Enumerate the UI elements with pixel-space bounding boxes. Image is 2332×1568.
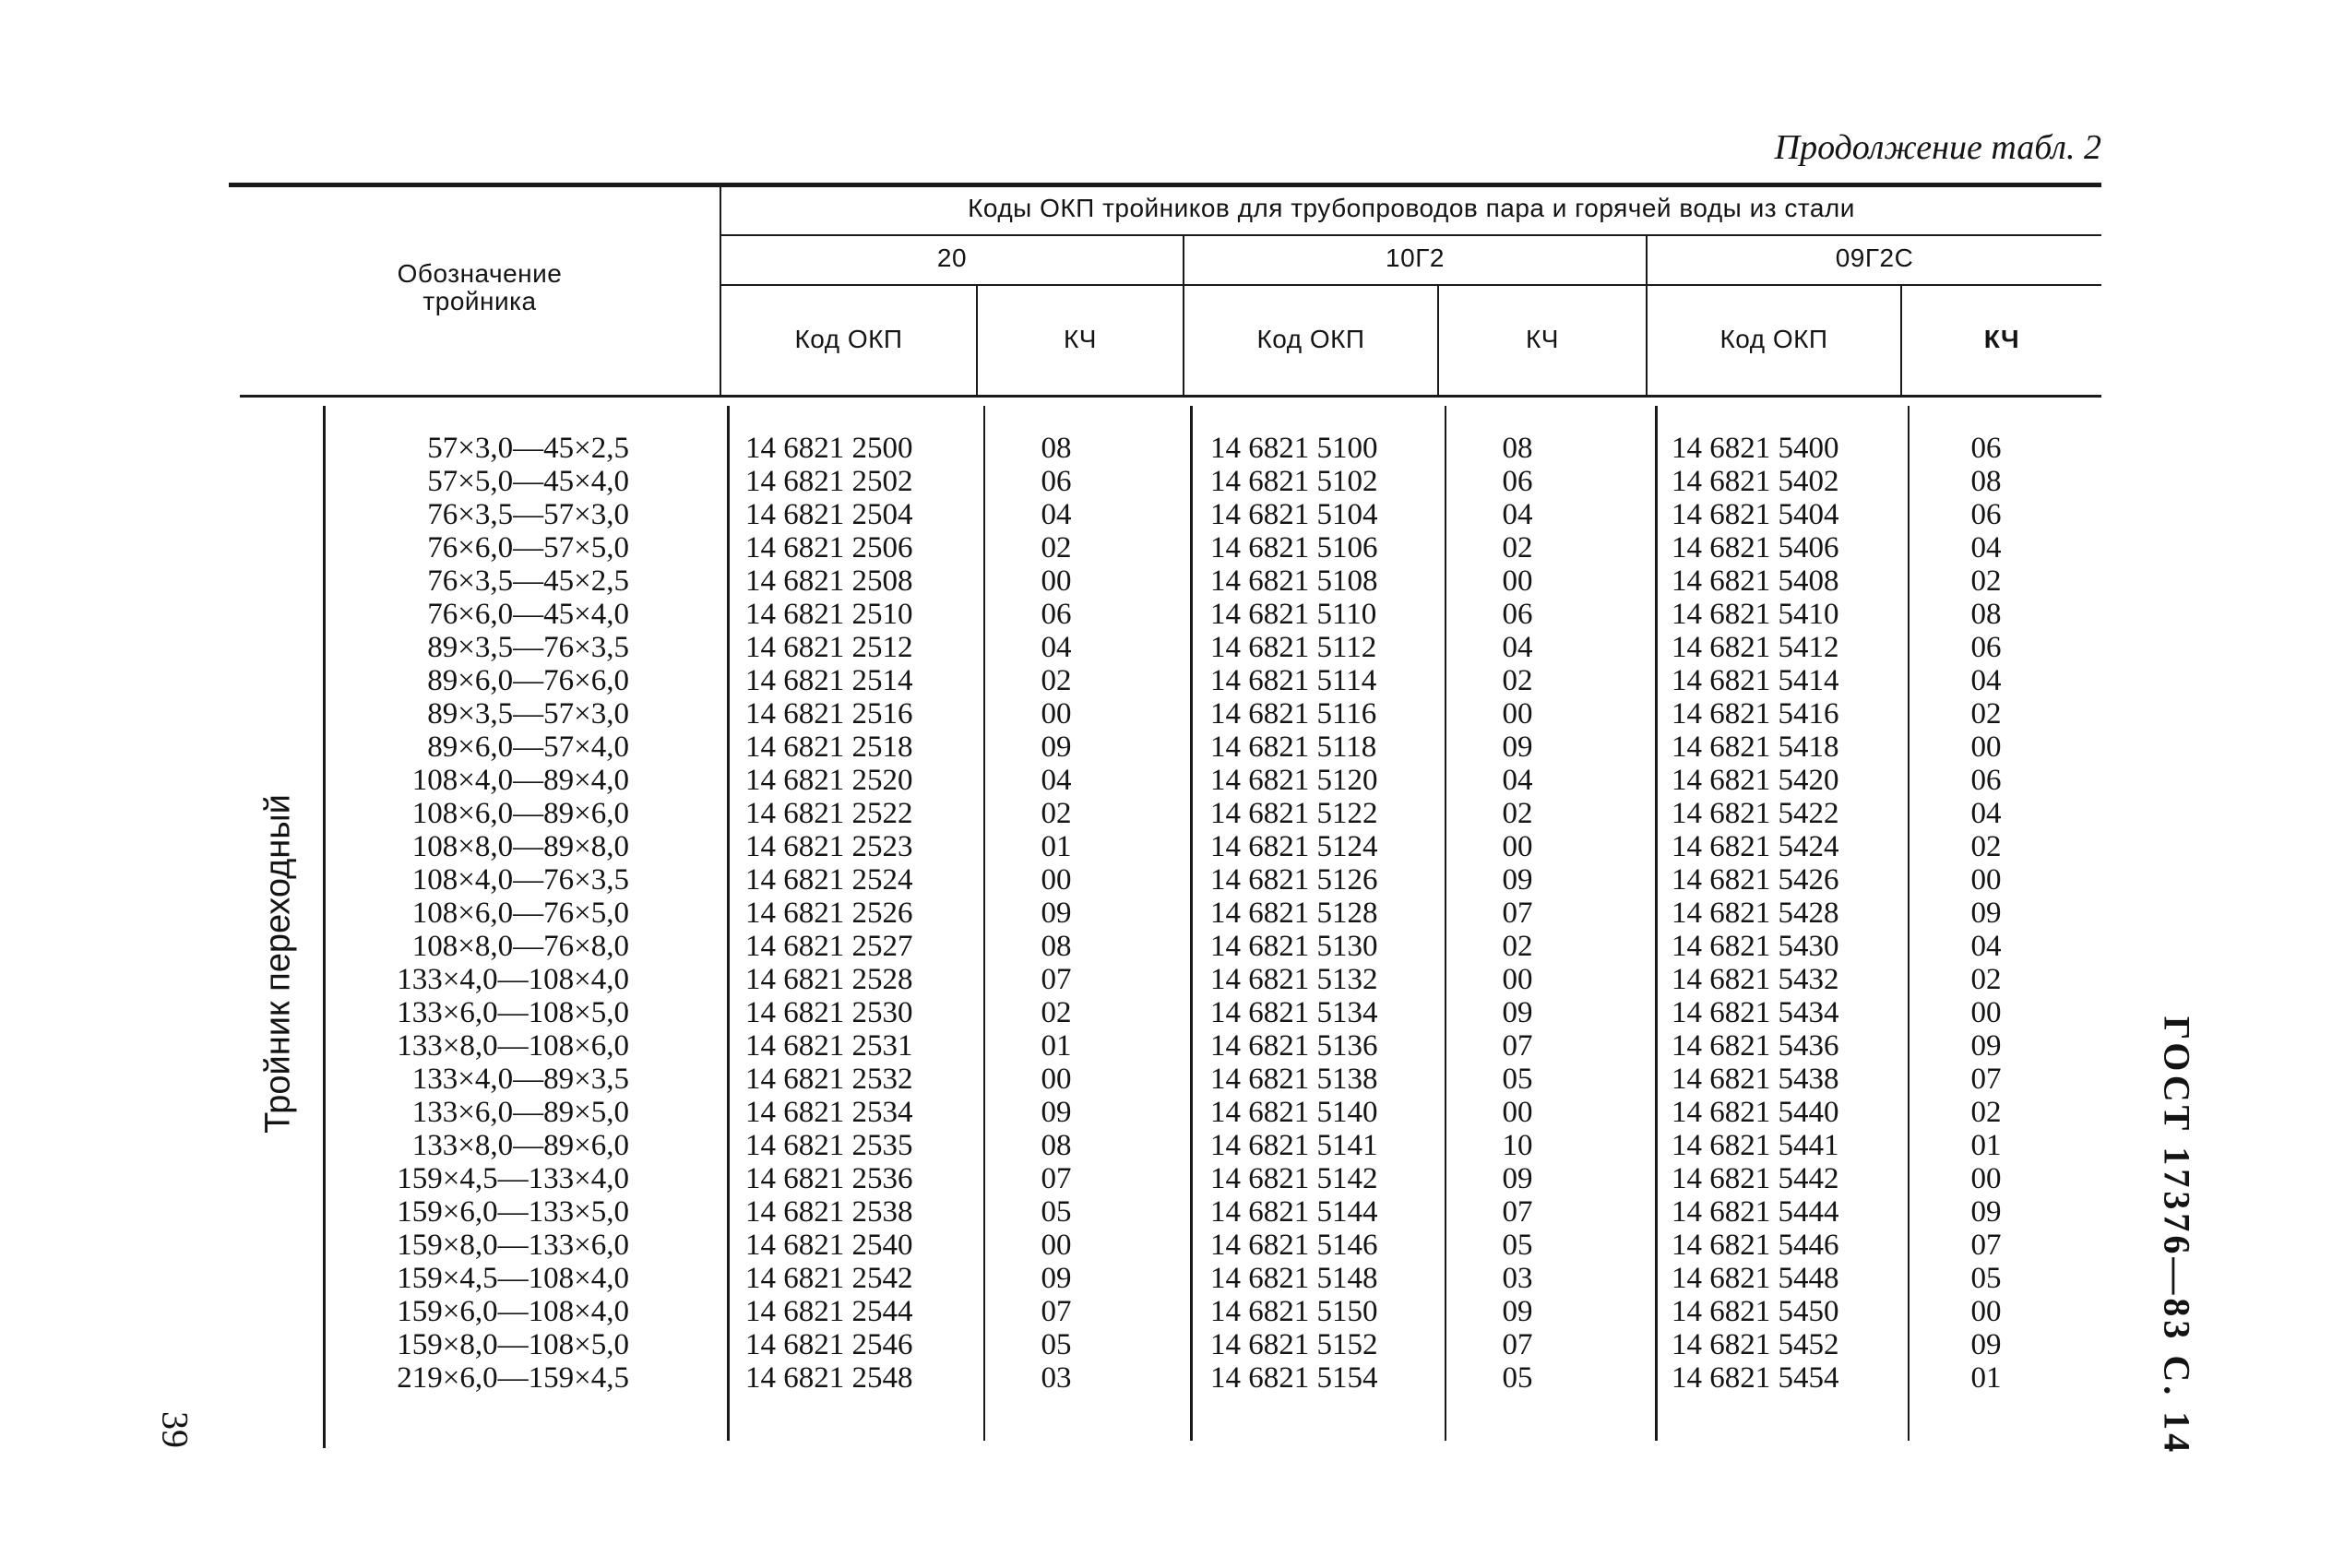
designation-header: Обозначение тройника (397, 259, 563, 315)
kch-cell: 06 (1970, 498, 2002, 531)
kch-cell: 08 (1970, 465, 2002, 498)
kch-cell: 00 (1041, 697, 1072, 731)
steel-header-20: 20 (936, 244, 968, 272)
okp-code-cell: 14 6821 5426 (1672, 863, 1839, 897)
okp-code-cell: 14 6821 5100 (1210, 432, 1378, 465)
kch-cell: 07 (1502, 897, 1533, 930)
okp-code-cell: 14 6821 2520 (745, 764, 913, 797)
designation-cell: 159×6,0—108×4,0 (397, 1295, 629, 1328)
designation-cell: 76×3,5—45×2,5 (427, 564, 629, 598)
kch-cell: 02 (1041, 531, 1072, 564)
okp-code-cell: 14 6821 2522 (745, 797, 913, 830)
okp-code-cell: 14 6821 5414 (1672, 664, 1839, 697)
kch-cell: 09 (1041, 1262, 1072, 1295)
kch-cell: 03 (1502, 1262, 1533, 1295)
okp-code-cell: 14 6821 5152 (1210, 1328, 1378, 1361)
okp-code-cell: 14 6821 5430 (1672, 930, 1839, 963)
kch-cell: 05 (1970, 1262, 2002, 1295)
okp-code-cell: 14 6821 5102 (1210, 465, 1378, 498)
kch-cell: 09 (1502, 731, 1533, 764)
kch-cell: 02 (1970, 1096, 2002, 1129)
kch-cell: 08 (1970, 598, 2002, 631)
designation-cell: 89×6,0—76×6,0 (427, 664, 629, 697)
code-header-2: Код ОКП (1256, 325, 1365, 353)
designation-cell: 108×6,0—76×5,0 (411, 897, 629, 930)
designation-cell: 108×8,0—89×8,0 (411, 830, 629, 863)
table-row (0, 1295, 2332, 1328)
okp-code-cell: 14 6821 2528 (745, 963, 913, 996)
okp-code-cell: 14 6821 5136 (1210, 1029, 1378, 1063)
okp-code-cell: 14 6821 2530 (745, 996, 913, 1029)
designation-cell: 133×6,0—89×5,0 (411, 1096, 629, 1129)
kch-cell: 00 (1041, 564, 1072, 598)
designation-cell: 159×8,0—133×6,0 (397, 1229, 629, 1262)
table-row (0, 465, 2332, 498)
okp-code-cell: 14 6821 2502 (745, 465, 913, 498)
okp-code-cell: 14 6821 5434 (1672, 996, 1839, 1029)
okp-code-cell: 14 6821 5438 (1672, 1063, 1839, 1096)
okp-code-cell: 14 6821 5144 (1210, 1195, 1378, 1229)
okp-code-cell: 14 6821 5408 (1672, 564, 1839, 598)
okp-code-cell: 14 6821 2506 (745, 531, 913, 564)
kch-cell: 02 (1970, 830, 2002, 863)
okp-code-cell: 14 6821 5116 (1210, 697, 1377, 731)
table-row (0, 432, 2332, 465)
okp-code-cell: 14 6821 5446 (1672, 1229, 1839, 1262)
kch-cell: 04 (1502, 631, 1533, 664)
okp-code-cell: 14 6821 5150 (1210, 1295, 1378, 1328)
table-row (0, 564, 2332, 598)
kch-cell: 04 (1041, 631, 1072, 664)
okp-code-cell: 14 6821 2524 (745, 863, 913, 897)
okp-code-cell: 14 6821 5146 (1210, 1229, 1378, 1262)
kch-cell: 00 (1502, 963, 1533, 996)
okp-code-cell: 14 6821 5440 (1672, 1096, 1839, 1129)
kch-cell: 00 (1970, 1295, 2002, 1328)
okp-code-cell: 14 6821 5148 (1210, 1262, 1378, 1295)
kch-cell: 04 (1041, 498, 1072, 531)
kch-cell: 05 (1502, 1361, 1533, 1395)
kch-cell: 09 (1502, 1295, 1533, 1328)
kch-cell: 02 (1502, 930, 1533, 963)
designation-cell: 89×6,0—57×4,0 (427, 731, 629, 764)
okp-code-cell: 14 6821 5404 (1672, 498, 1839, 531)
code-header-3: Код ОКП (1719, 325, 1828, 353)
table-row (0, 598, 2332, 631)
okp-code-cell: 14 6821 2508 (745, 564, 913, 598)
kch-header-3: КЧ (1983, 325, 2020, 353)
kch-cell: 00 (1970, 731, 2002, 764)
okp-code-cell: 14 6821 2518 (745, 731, 913, 764)
kch-cell: 04 (1970, 797, 2002, 830)
table-row (0, 863, 2332, 897)
table-row (0, 1195, 2332, 1229)
okp-code-cell: 14 6821 2546 (745, 1328, 913, 1361)
designation-cell: 159×6,0—133×5,0 (397, 1195, 629, 1229)
okp-code-cell: 14 6821 5124 (1210, 830, 1378, 863)
kch-cell: 06 (1502, 598, 1533, 631)
table-row (0, 797, 2332, 830)
table-row (0, 930, 2332, 963)
kch-cell: 00 (1970, 863, 2002, 897)
kch-cell: 08 (1502, 432, 1533, 465)
table-row (0, 1029, 2332, 1063)
kch-cell: 05 (1502, 1063, 1533, 1096)
kch-cell: 06 (1041, 465, 1072, 498)
kch-cell: 08 (1041, 432, 1072, 465)
group-title-header: Коды ОКП тройников для трубопроводов пара и горячей воды из стали (968, 194, 1855, 222)
okp-code-cell: 14 6821 5424 (1672, 830, 1839, 863)
okp-code-cell: 14 6821 5448 (1672, 1262, 1839, 1295)
kch-cell: 05 (1502, 1229, 1533, 1262)
kch-cell: 00 (1502, 697, 1533, 731)
kch-cell: 02 (1041, 797, 1072, 830)
code-header-1: Код ОКП (794, 325, 903, 353)
table-row (0, 1096, 2332, 1129)
okp-code-cell: 14 6821 2514 (745, 664, 913, 697)
designation-cell: 108×6,0—89×6,0 (411, 797, 629, 830)
steel-header-10g2: 10Г2 (1386, 244, 1445, 272)
kch-cell: 09 (1502, 1162, 1533, 1195)
kch-cell: 02 (1502, 531, 1533, 564)
kch-cell: 07 (1041, 1295, 1072, 1328)
okp-code-cell: 14 6821 2531 (745, 1029, 913, 1063)
kch-cell: 00 (1041, 1063, 1072, 1096)
kch-cell: 04 (1970, 531, 2002, 564)
page-number-text: 39 (154, 1411, 196, 1448)
kch-cell: 09 (1041, 897, 1072, 930)
designation-cell: 133×4,0—89×3,5 (411, 1063, 629, 1096)
okp-code-cell: 14 6821 2500 (745, 432, 913, 465)
okp-code-cell: 14 6821 2544 (745, 1295, 913, 1328)
okp-code-cell: 14 6821 5444 (1672, 1195, 1839, 1229)
top-rule (229, 183, 2101, 187)
kch-cell: 00 (1502, 1096, 1533, 1129)
table-row (0, 897, 2332, 930)
table-row (0, 1361, 2332, 1395)
okp-code-cell: 14 6821 5422 (1672, 797, 1839, 830)
kch-cell: 00 (1502, 830, 1533, 863)
kch-cell: 00 (1502, 564, 1533, 598)
okp-code-cell: 14 6821 2504 (745, 498, 913, 531)
okp-code-cell: 14 6821 5400 (1672, 432, 1839, 465)
kch-header-1: КЧ (1064, 325, 1097, 353)
okp-code-cell: 14 6821 5452 (1672, 1328, 1839, 1361)
kch-cell: 04 (1502, 498, 1533, 531)
kch-cell: 08 (1041, 1129, 1072, 1162)
group-title-rule (721, 234, 2101, 236)
table-row (0, 830, 2332, 863)
kch-cell: 02 (1502, 664, 1533, 697)
kch-cell: 07 (1041, 963, 1072, 996)
table-row (0, 1328, 2332, 1361)
okp-code-cell: 14 6821 5132 (1210, 963, 1378, 996)
kch-cell: 09 (1970, 1328, 2002, 1361)
designation-cell: 76×6,0—45×4,0 (427, 598, 629, 631)
designation-cell: 108×4,0—76×3,5 (411, 863, 629, 897)
okp-code-cell: 14 6821 2535 (745, 1129, 913, 1162)
designation-cell: 108×8,0—76×8,0 (411, 930, 629, 963)
kch-cell: 07 (1502, 1328, 1533, 1361)
okp-code-cell: 14 6821 5450 (1672, 1295, 1839, 1328)
okp-code-cell: 14 6821 2512 (745, 631, 913, 664)
okp-code-cell: 14 6821 5110 (1210, 598, 1377, 631)
kch-cell: 09 (1970, 897, 2002, 930)
group-label-text: Тройник переходный (258, 794, 298, 1134)
designation-cell: 76×3,5—57×3,0 (427, 498, 629, 531)
designation-cell: 159×4,5—108×4,0 (397, 1262, 629, 1295)
okp-code-cell: 14 6821 5130 (1210, 930, 1378, 963)
steel-rule (721, 284, 2101, 286)
kch-cell: 06 (1970, 631, 2002, 664)
okp-code-cell: 14 6821 5106 (1210, 531, 1378, 564)
okp-code-cell: 14 6821 5420 (1672, 764, 1839, 797)
table-row (0, 1129, 2332, 1162)
kch-cell: 02 (1041, 664, 1072, 697)
okp-code-cell: 14 6821 5120 (1210, 764, 1378, 797)
table-row (0, 664, 2332, 697)
designation-cell: 133×4,0—108×4,0 (397, 963, 629, 996)
table-row (0, 1262, 2332, 1295)
kch-cell: 02 (1502, 797, 1533, 830)
table-row (0, 1063, 2332, 1096)
header-bottom-rule (240, 395, 2101, 398)
okp-code-cell: 14 6821 2516 (745, 697, 913, 731)
designation-cell: 159×4,5—133×4,0 (397, 1162, 629, 1195)
kch-cell: 00 (1041, 1229, 1072, 1262)
okp-code-cell: 14 6821 5436 (1672, 1029, 1839, 1063)
table-row (0, 631, 2332, 664)
kch-cell: 01 (1041, 1029, 1072, 1063)
table-caption: Продолжение табл. 2 (1774, 128, 2101, 167)
okp-code-cell: 14 6821 5441 (1672, 1129, 1839, 1162)
kch-cell: 02 (1970, 963, 2002, 996)
kch-cell: 05 (1041, 1195, 1072, 1229)
designation-cell: 133×8,0—89×6,0 (411, 1129, 629, 1162)
table-row (0, 1162, 2332, 1195)
okp-code-cell: 14 6821 2532 (745, 1063, 913, 1096)
designation-cell: 133×8,0—108×6,0 (397, 1029, 629, 1063)
okp-code-cell: 14 6821 5126 (1210, 863, 1378, 897)
okp-code-cell: 14 6821 5108 (1210, 564, 1378, 598)
steel-header-09g2s: 09Г2С (1835, 244, 1914, 272)
kch-cell: 00 (1970, 996, 2002, 1029)
okp-code-cell: 14 6821 5140 (1210, 1096, 1378, 1129)
kch-cell: 06 (1970, 432, 2002, 465)
kch-cell: 02 (1041, 996, 1072, 1029)
okp-code-cell: 14 6821 5142 (1210, 1162, 1378, 1195)
table-row (0, 996, 2332, 1029)
table-row (0, 963, 2332, 996)
table-row (0, 498, 2332, 531)
okp-code-cell: 14 6821 5128 (1210, 897, 1378, 930)
kch-cell: 06 (1041, 598, 1072, 631)
okp-code-cell: 14 6821 5114 (1210, 664, 1377, 697)
okp-code-cell: 14 6821 5432 (1672, 963, 1839, 996)
kch-cell: 07 (1502, 1195, 1533, 1229)
kch-cell: 01 (1970, 1129, 2002, 1162)
kch-cell: 04 (1041, 764, 1072, 797)
kch-cell: 09 (1041, 731, 1072, 764)
kch-cell: 07 (1502, 1029, 1533, 1063)
okp-code-cell: 14 6821 5454 (1672, 1361, 1839, 1395)
table-row (0, 731, 2332, 764)
okp-code-cell: 14 6821 5134 (1210, 996, 1378, 1029)
okp-code-cell: 14 6821 2548 (745, 1361, 913, 1395)
kch-cell: 08 (1041, 930, 1072, 963)
table-body (0, 432, 2332, 1395)
kch-cell: 06 (1970, 764, 2002, 797)
kch-cell: 07 (1041, 1162, 1072, 1195)
okp-code-cell: 14 6821 5122 (1210, 797, 1378, 830)
kch-cell: 04 (1970, 930, 2002, 963)
okp-code-cell: 14 6821 5410 (1672, 598, 1839, 631)
kch-cell: 02 (1970, 697, 2002, 731)
kch-cell: 01 (1970, 1361, 2002, 1395)
kch-cell: 09 (1970, 1195, 2002, 1229)
designation-cell: 219×6,0—159×4,5 (397, 1361, 629, 1395)
kch-cell: 09 (1502, 863, 1533, 897)
table-row (0, 531, 2332, 564)
table-row (0, 1229, 2332, 1262)
kch-cell: 09 (1970, 1029, 2002, 1063)
okp-code-cell: 14 6821 2542 (745, 1262, 913, 1295)
side-title-text: ГОСТ 17376—83 С. 14 (2156, 1016, 2198, 1456)
okp-code-cell: 14 6821 5416 (1672, 697, 1839, 731)
okp-code-cell: 14 6821 5154 (1210, 1361, 1378, 1395)
okp-code-cell: 14 6821 2538 (745, 1195, 913, 1229)
kch-cell: 02 (1970, 564, 2002, 598)
okp-code-cell: 14 6821 2534 (745, 1096, 913, 1129)
kch-cell: 05 (1041, 1328, 1072, 1361)
okp-code-cell: 14 6821 5442 (1672, 1162, 1839, 1195)
designation-cell: 133×6,0—108×5,0 (397, 996, 629, 1029)
okp-code-cell: 14 6821 5418 (1672, 731, 1839, 764)
kch-cell: 09 (1502, 996, 1533, 1029)
side-title (2149, 1016, 2205, 1456)
designation-cell: 57×5,0—45×4,0 (427, 465, 629, 498)
okp-code-cell: 14 6821 5402 (1672, 465, 1839, 498)
kch-cell: 07 (1970, 1229, 2002, 1262)
okp-code-cell: 14 6821 2510 (745, 598, 913, 631)
kch-cell: 10 (1502, 1129, 1533, 1162)
table-row (0, 697, 2332, 731)
kch-cell: 00 (1041, 863, 1072, 897)
okp-code-cell: 14 6821 5406 (1672, 531, 1839, 564)
kch-cell: 04 (1970, 664, 2002, 697)
okp-code-cell: 14 6821 2527 (745, 930, 913, 963)
okp-code-cell: 14 6821 5428 (1672, 897, 1839, 930)
kch-cell: 09 (1041, 1096, 1072, 1129)
designation-cell: 108×4,0—89×4,0 (411, 764, 629, 797)
okp-code-cell: 14 6821 2536 (745, 1162, 913, 1195)
okp-code-cell: 14 6821 5138 (1210, 1063, 1378, 1096)
page-number (148, 1402, 203, 1457)
kch-cell: 06 (1502, 465, 1533, 498)
okp-code-cell: 14 6821 5104 (1210, 498, 1378, 531)
designation-cell: 76×6,0—57×5,0 (427, 531, 629, 564)
okp-code-cell: 14 6821 5112 (1210, 631, 1377, 664)
okp-code-cell: 14 6821 5412 (1672, 631, 1839, 664)
okp-code-cell: 14 6821 2523 (745, 830, 913, 863)
designation-cell: 89×3,5—76×3,5 (427, 631, 629, 664)
okp-code-cell: 14 6821 2540 (745, 1229, 913, 1262)
okp-code-cell: 14 6821 5141 (1210, 1129, 1378, 1162)
kch-cell: 01 (1041, 830, 1072, 863)
table-row (0, 764, 2332, 797)
designation-cell: 159×8,0—108×5,0 (397, 1328, 629, 1361)
kch-header-2: КЧ (1526, 325, 1559, 353)
designation-cell: 57×3,0—45×2,5 (427, 432, 629, 465)
kch-cell: 00 (1970, 1162, 2002, 1195)
kch-cell: 03 (1041, 1361, 1072, 1395)
designation-cell: 89×3,5—57×3,0 (427, 697, 629, 731)
okp-code-cell: 14 6821 2526 (745, 897, 913, 930)
kch-cell: 04 (1502, 764, 1533, 797)
kch-cell: 07 (1970, 1063, 2002, 1096)
okp-code-cell: 14 6821 5118 (1210, 731, 1377, 764)
